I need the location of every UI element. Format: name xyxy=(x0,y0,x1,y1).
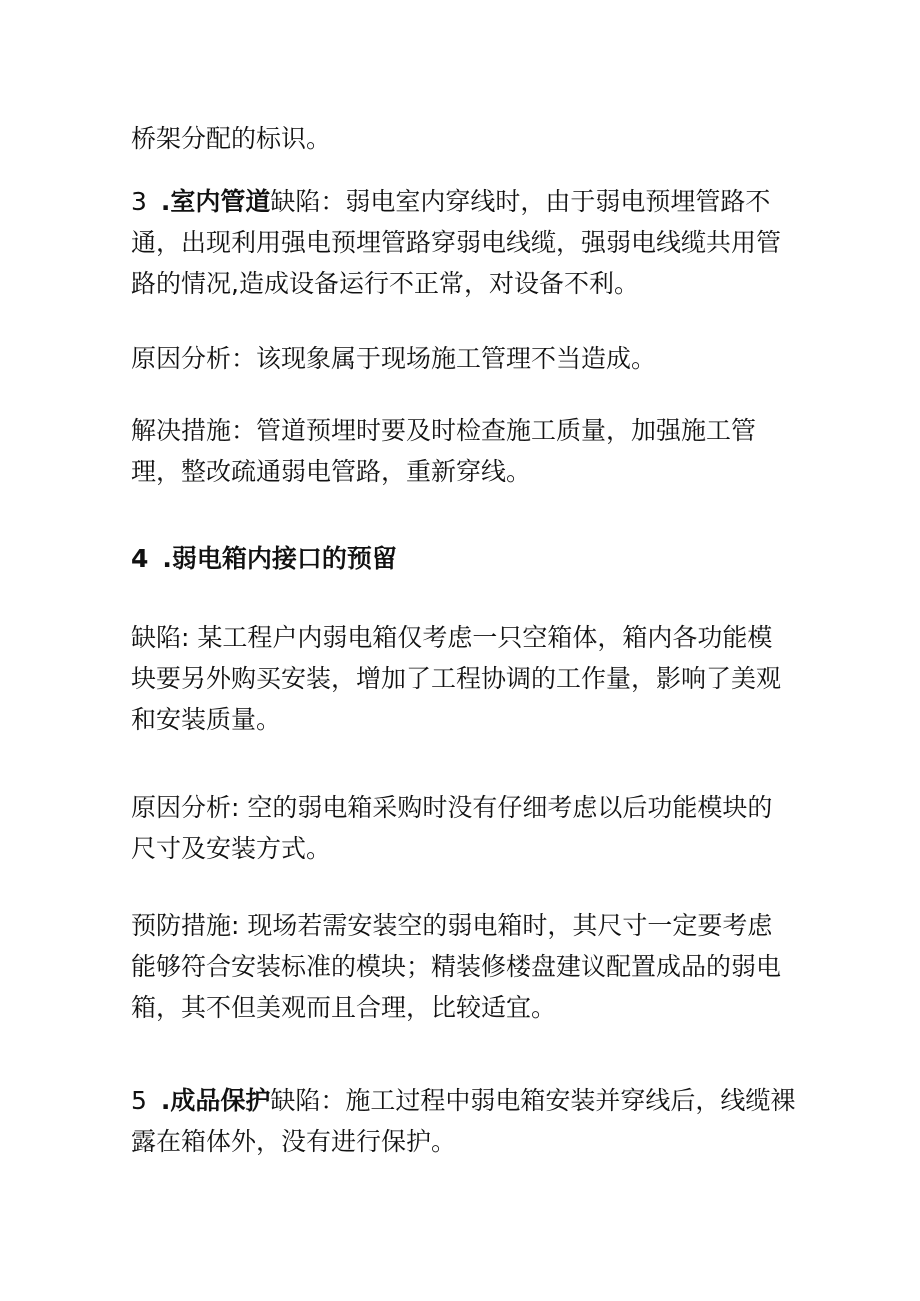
paragraph-text: 预防措施: 现场若需安装空的弱电箱时，其尺寸一定要考虑能够符合安装标准的模块；精装修楼盘建议配置成品的弱电箱，其不但美观而且合理，比较适宜。 xyxy=(131,911,782,1022)
paragraph-text: 解决措施：管道预埋时要及时检查施工质量，加强施工管理，整改疏通弱电管路，重新穿线。 xyxy=(131,416,757,486)
section-5-product-protection xyxy=(131,1080,796,1162)
paragraph-defect-4 xyxy=(131,617,796,740)
paragraph-cause-analysis-3 xyxy=(131,338,796,379)
section-3-indoor-pipe xyxy=(131,181,796,304)
section-number: 5 xyxy=(131,1086,147,1115)
paragraph-text: 桥架分配的标识。 xyxy=(131,124,332,153)
paragraph-solution-3 xyxy=(131,410,796,492)
paragraph-prevention-4 xyxy=(131,905,796,1028)
paragraph-cause-analysis-4 xyxy=(131,787,796,869)
section-number: 4 xyxy=(131,544,149,573)
section-title: .室内管道 xyxy=(160,187,271,216)
paragraph-text: 原因分析：该现象属于现场施工管理不当造成。 xyxy=(131,344,657,373)
section-4-heading xyxy=(131,538,796,579)
section-title: .成品保护 xyxy=(160,1086,271,1115)
section-text: 缺陷：弱电室内穿线时，由于弱电预埋管路不通，出现利用强电预埋管路穿弱电线缆，强弱电线缆共用管路的情况,造成设备运行不正常，对设备不利。 xyxy=(131,187,782,298)
paragraph-cable-tray-label xyxy=(131,118,796,159)
paragraph-text: 原因分析: 空的弱电箱采购时没有仔细考虑以后功能模块的尺寸及安装方式。 xyxy=(131,793,773,863)
section-title: .弱电箱内接口的预留 xyxy=(162,544,397,573)
section-number: 3 xyxy=(131,187,147,216)
section-text: 缺陷：施工过程中弱电箱安装并穿线后，线缆裸露在箱体外，没有进行保护。 xyxy=(131,1086,796,1156)
paragraph-text: 缺陷: 某工程户内弱电箱仅考虑一只空箱体，箱内各功能模块要另外购买安装，增加了工程协调的工作量，影响了美观和安装质量。 xyxy=(131,623,782,734)
